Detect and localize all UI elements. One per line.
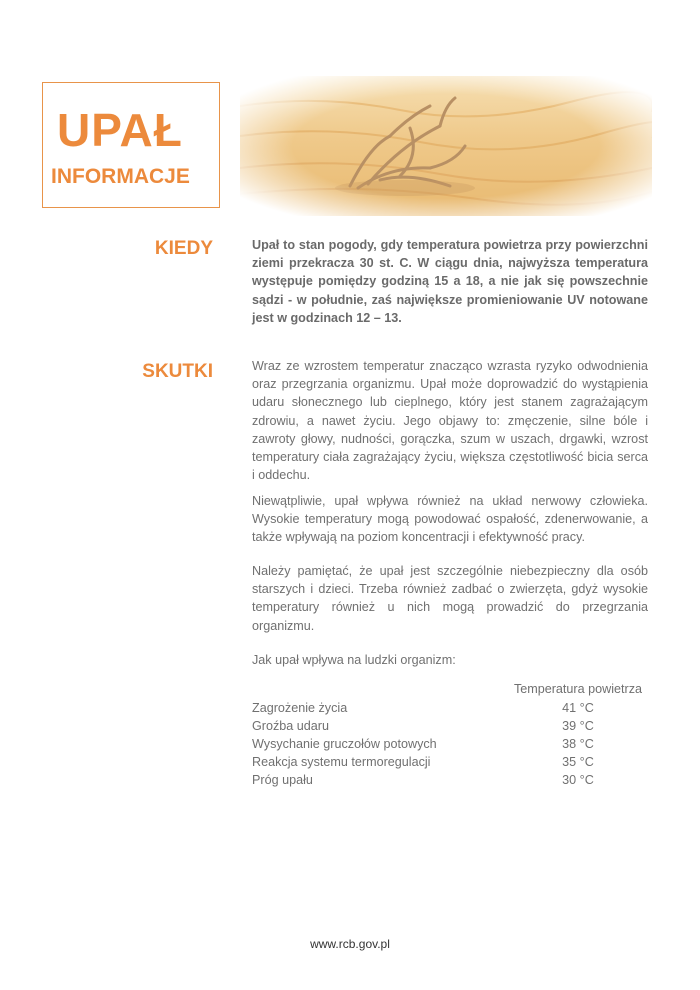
- table-row-value: 35 °C: [562, 755, 594, 769]
- table-row-value: 39 °C: [562, 719, 594, 733]
- table-row-label: Reakcja systemu termoregulacji: [252, 755, 431, 769]
- kiedy-paragraph: Upał to stan pogody, gdy temperatura powietrza przy powierzchni ziemi przekracza 30 st. C. W ciągu dnia, najwyższa temperatura występuje pomiędzy godziną 15 a 18, a nie jak się powszechnie sądzi - w południe, zaś największe promieniowanie UV notowane jest w godzinach 12 – 13.: [252, 238, 648, 325]
- table-row: [252, 719, 652, 737]
- skutki-paragraph-3: Należy pamiętać, że upał jest szczególnie niebezpieczny dla osób starszych i dzieci. Trzeba również zadbać o zwierzęta, gdyż wysokie temperatury również u nich mogą prowadzić do przegrzania organizmu.: [252, 564, 648, 633]
- section-label-kiedy: KIEDY: [154, 238, 213, 259]
- table-row-label: Groźba udaru: [252, 719, 330, 733]
- skutki-paragraph-1: Wraz ze wzrostem temperatur znacząco wzrasta ryzyko odwodnienia oraz przegrzania organizmu. Upał może doprowadzić do wystąpienia udaru słonecznego lub cieplnego, który jest stanem zagrażającym zdrowiu, a nawet życiu. Jego objawy to: zmęczenie, silne bóle i zawroty głowy, nudności, gorączka, szum w uszach, drgawki, wzrost temperatury ciała zagrażający życiu, większa częstotliwość bicia serca i oddechu.: [252, 359, 648, 483]
- table-row: [252, 755, 652, 773]
- table-row: [252, 737, 652, 755]
- section-label-skutki: SKUTKI: [142, 361, 213, 382]
- table-row-value: 30 °C: [562, 773, 594, 787]
- table-header: Temperatura powietrza: [513, 682, 643, 696]
- table-row-label: Zagrożenie życia: [252, 701, 348, 715]
- table-row-value: 41 °C: [562, 701, 594, 715]
- desert-driftwood-image: [240, 76, 652, 216]
- skutki-paragraph-4: Jak upał wpływa na ludzki organizm:: [252, 653, 456, 667]
- page-subtitle: INFORMACJE: [51, 165, 190, 188]
- footer-url[interactable]: www.rcb.gov.pl: [310, 937, 390, 951]
- table-row-value: 38 °C: [562, 737, 594, 751]
- skutki-paragraph-2: Niewątpliwie, upał wpływa również na układ nerwowy człowieka. Wysokie temperatury mogą powodować ospałość, zdenerwowanie, a także wpływają na poziom koncentracji i efektywność pracy.: [252, 494, 648, 545]
- table-row: [252, 701, 652, 719]
- table-row-label: Próg upału: [252, 773, 313, 787]
- title-box: [42, 82, 220, 208]
- table-row: [252, 773, 652, 791]
- table-row-label: Wysychanie gruczołów potowych: [252, 737, 437, 751]
- page-title: UPAŁ: [57, 104, 183, 156]
